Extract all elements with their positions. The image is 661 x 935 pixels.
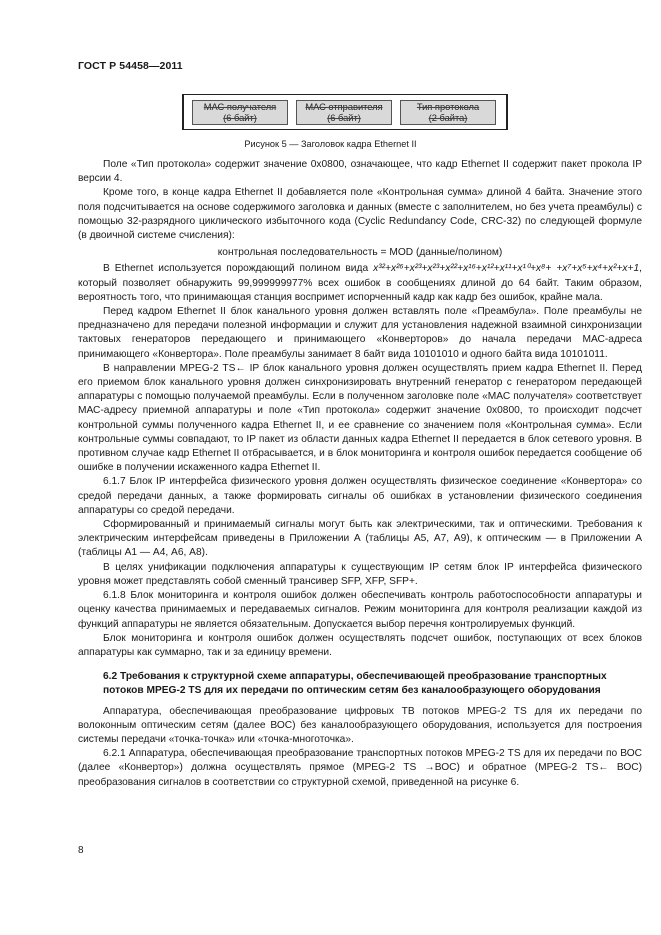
paragraph: В направлении MPEG-2 TS← IP блок канального уровня должен осуществлять прием кадра Ethernet II. Перед его приемом блок канального уровня должен синхронизировать внутренний генератор с генератором передающей аппаратуры с помощью получаемой преамбулы. Если в полученном заголовке поле «МАС получателя» соответствует МАС-адресу приемной аппаратуры и поле «Тип протокола» содержит значение 0х0800, то происходит подсчет контрольной суммы полученного кадра Ethernet II, и ее сравнение со значением поля «Контрольная сумма». Если контрольные суммы совпадают, то IP пакет из области данных кадра Ethernet II передается в блок сетевого уровня. В противном случае кадр Ethernet II отбрасывается, и в блок мониторинга и контроля ошибок передается сообщение об ошибке в получении искаженного кадра Ethernet II. — [78, 362, 642, 474]
body-text — [78, 158, 642, 790]
paragraph: Перед кадром Ethernet II блок канального уровня должен вставлять поле «Преамбула». Поле преамбулы не предназначено для передачи полезной информации и служит для установления надежной взаимной синхронизации тактовых генераторов передающего и принимающего «Конверторов» до начала передачи МАС-адреса принимающего «Конвертора». Поле преамбулы занимает 8 байт вида 10101010 и одного байта вида 10101011. — [78, 306, 642, 360]
field-mac-source — [296, 100, 392, 125]
ethernet-header-diagram — [182, 94, 508, 130]
standard-header: ГОСТ Р 54458—2011 — [78, 60, 183, 72]
section-heading: 6.2 Требования к структурной схеме аппаратуры, обеспечивающей преобразование транспортных потоков MPEG-2 TS для их передачи по оптическим сетям без каналообразующего оборудования — [103, 671, 607, 697]
field-size: (6 байт) — [223, 112, 257, 123]
figure-caption: Рисунок 5 — Заголовок кадра Ethernet II — [244, 139, 417, 149]
formula: контрольная последовательность = MOD (данные/полином) — [217, 247, 503, 259]
paragraph: Сформированный и принимаемый сигналы могут быть как электрическими, так и оптическими. Требования к электрическим интерфейсам приведены в Приложении А (таблицы А5, А7, А9), к оптическим — в Приложении А (таблицы А1 — А4, А6, А8). — [78, 519, 642, 559]
text-run: В Ethernet используется порождающий полином вида — [103, 263, 374, 275]
field-name: МАС отправителя — [305, 102, 383, 112]
page-number: 8 — [78, 845, 84, 856]
paragraph: Аппаратура, обеспечивающая преобразование цифровых ТВ потоков MPEG-2 TS для их передачи по волоконным оптическим сетям (далее ВОС) без каналообразующего оборудования, используется для построения системы передачи «точка-точка» или «точка-многоточка». — [78, 705, 642, 745]
paragraph: Кроме того, в конце кадра Ethernet II добавляется поле «Контрольная сумма» длиной 4 байта. Значение этого поля подсчитывается на основе содержимого заголовка и данных (вместе с заполнителем, но без учета преамбулы) с помощью 32-разрядного циклического избыточного кода (Cyclic Redundancy Code, CRC-32) по следующей формуле (в двоичной системе счисления): — [78, 187, 642, 242]
field-name: МАС получателя — [203, 102, 277, 112]
field-size: (6 байт) — [327, 112, 361, 123]
paragraph-polynomial — [78, 262, 642, 305]
field-size: (2 байта) — [428, 112, 468, 123]
paragraph: В целях унификации подключения аппаратуры к существующим IP сетям блок IP интерфейса физического уровня может представлять собой сменный трансивер SFP, XFP, SFP+. — [78, 561, 642, 587]
field-name: Тип протокола — [416, 102, 480, 112]
paragraph: 6.1.8 Блок мониторинга и контроля ошибок должен обеспечивать контроль работоспособности аппаратуры и оценку качества принимаемых и передаваемых сигналов. Режим мониторинга для контроля реализации каждой из функций аппаратуры не является обязательным. Допускается выбор перечня контролируемых функций. — [78, 590, 642, 630]
text-run: , который позволяет обнаружить 99,999999977% всех ошибок в сообщениях длиной до 64 байт. Таким образом, вероятность того, что принимающая станция воспримет испорченный кадр как кадр без ошибок, крайне мала. — [78, 263, 642, 303]
paragraph: 6.1.7 Блок IP интерфейса физического уровня должен осуществлять физическое соединение «Конвертора» со средой передачи данных, а также формировать сигналы об ошибках в установлении физического соединения аппаратуры со средой передачи. — [78, 476, 642, 516]
field-mac-destination — [192, 100, 288, 125]
field-protocol-type — [400, 100, 496, 125]
paragraph: Блок мониторинга и контроля ошибок должен осуществлять подсчет ошибок, поступающих от всех блоков аппаратуры как суммарно, так и за единицу времени. — [78, 632, 642, 658]
paragraph: 6.2.1 Аппаратура, обеспечивающая преобразование транспортных потоков MPEG-2 TS для их передачи по ВОС (далее «Конвертор») должна осуществлять прямое (MPEG-2 TS →ВОС) и обратное (MPEG-2 TS← ВОС) преобразования сигналов в соответствии со структурной схемой, приведенной на рисунке 6. — [78, 748, 642, 788]
paragraph: Поле «Тип протокола» содержит значение 0х0800, означающее, что кадр Ethernet II содержит пакет прокола IP версии 4. — [78, 159, 642, 185]
polynomial: x³²+x²⁶+x²³+x²³+x²²+x¹⁶+x¹²+x¹¹+x¹⁰+x⁸+ +x⁷+x⁵+x⁴+x²+x+1 — [373, 263, 640, 275]
